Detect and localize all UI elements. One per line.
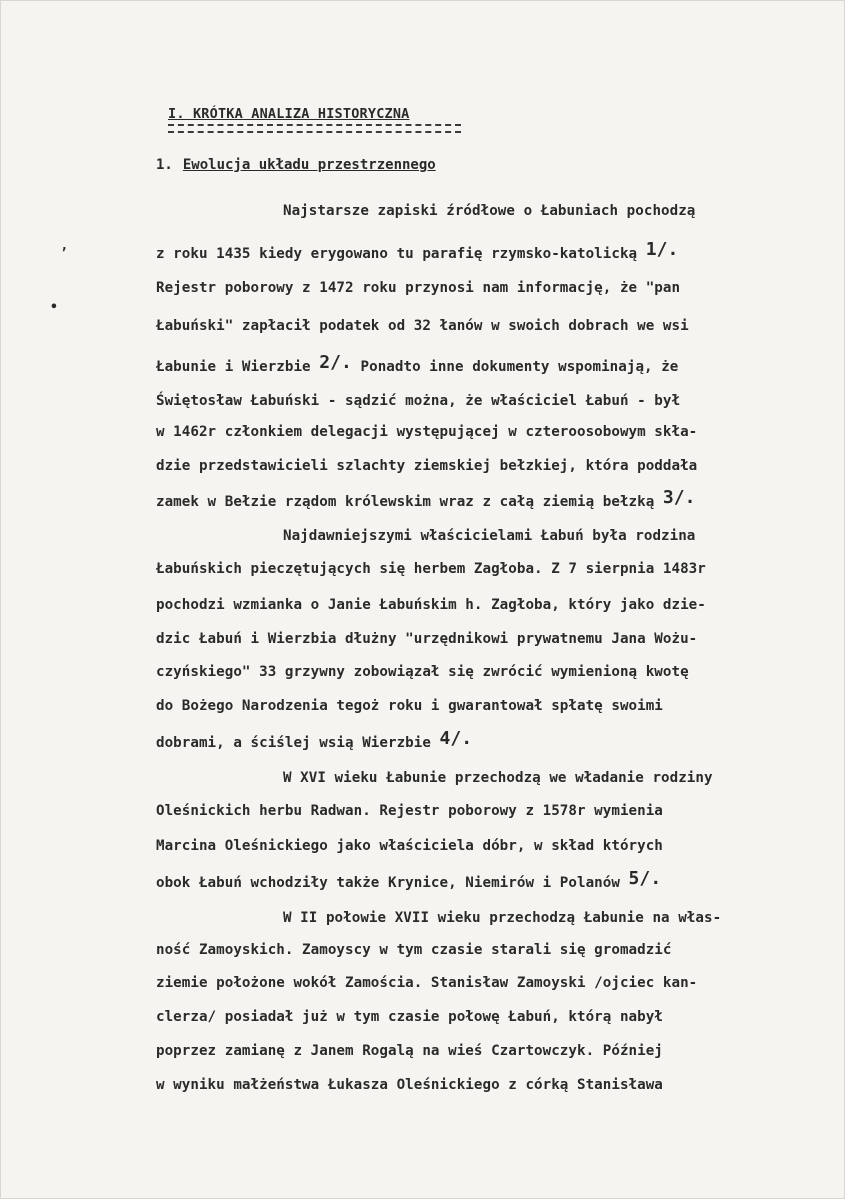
text-line [156,868,662,892]
subsection-title: Ewolucja układu przestrzennego [182,157,436,173]
line-text: w wyniku małżeństwa Łukasza Oleśnickiego z córką Stanisława [156,1077,663,1093]
line-text: dzie przedstawicieli szlachty ziemskiej bełzkiej, która poddała [156,458,698,474]
text-line [156,458,697,474]
text-line [156,975,697,991]
footnote-marker: 2/. [319,352,352,373]
line-text: clerza/ posiadał już w tym czasie połowę Łabuń, którą nabył [156,1009,663,1025]
text-line [156,597,706,613]
text-line [283,528,695,544]
section-heading: I. KRÓTKA ANALIZA HISTORYCZNA [168,106,410,122]
text-line [283,910,721,926]
text-line [156,280,680,296]
footnote-marker: 5/. [628,868,662,889]
text-line [156,631,697,647]
text-line [283,770,713,786]
line-text: Łabuński" zapłacił podatek od 32 łanów w swoich dobrach we wsi [156,318,689,334]
footnote-marker: 1/. [645,239,679,260]
margin-mark: • [50,300,58,315]
footnote-marker: 4/. [439,728,473,749]
text-line [156,838,663,854]
text-line [156,239,679,263]
text-line [283,203,695,219]
text-line [156,1009,663,1025]
text-line [156,352,679,376]
line-text: do Bożego Narodzenia tegoż roku i gwarantował spłatę swoimi [156,698,663,714]
line-text: Oleśnickich herbu Radwan. Rejestr poborowy z 1578r wymienia [156,803,663,819]
line-text: zamek w Bełzie rządom królewskim wraz z całą ziemią bełzką [156,494,663,510]
text-line [156,803,663,819]
line-text: poprzez zamianę z Janem Rogalą na wieś Czartowczyk. Później [156,1043,663,1059]
text-line [156,1077,663,1093]
line-text: w 1462r członkiem delegacji występującej w czteroosobowym skła- [156,424,698,440]
subsection-number: 1. [156,157,173,173]
text-line [156,561,706,577]
text-line [156,424,697,440]
text-line [156,393,680,409]
subsection-heading [156,157,436,173]
text-line [156,698,663,714]
footnote-marker: 3/. [662,487,696,508]
text-line [156,942,672,958]
text-line [156,487,696,511]
line-text: Marcina Oleśnickiego jako właściciela dóbr, w skład których [156,838,663,854]
line-text: czyńskiego" 33 grzywny zobowiązał się zwrócić wymienioną kwotę [156,664,689,680]
text-line [156,664,689,680]
line-text: dobrami, a ściślej wsią Wierzbie [156,735,440,751]
line-text: W II połowie XVII wieku przechodzą Łabunie na włas- [283,910,722,926]
line-text: Rejestr poborowy z 1472 roku przynosi nam informację, że "pan [156,280,681,296]
line-text: obok Łabuń wchodziły także Krynice, Niemirów i Polanów [156,875,629,891]
line-text-continued: Ponadto inne dokumenty wspominają, że [351,359,679,375]
line-text: Świętosław Łabuński - sądzić można, że właściciel Łabuń - był [156,393,681,409]
text-line [156,1043,663,1059]
heading-double-underline [168,124,461,133]
line-text: ziemie położone wokół Zamościa. Stanisław Zamoyski /ojciec kan- [156,975,698,991]
line-text: Łabunie i Wierzbie [156,359,320,375]
line-text: Najstarsze zapiski źródłowe o Łabuniach pochodzą [283,203,696,219]
line-text: dzic Łabuń i Wierzbia dłużny "urzędnikowi prywatnemu Jana Wożu- [156,631,698,647]
text-line [156,318,689,334]
line-text: W XVI wieku Łabunie przechodzą we władanie rodziny [283,770,713,786]
margin-mark: ’ [60,246,68,261]
line-text: pochodzi wzmianka o Janie Łabuńskim h. Zagłoba, który jako dzie- [156,597,706,613]
line-text: ność Zamoyskich. Zamoyscy w tym czasie starali się gromadzić [156,942,672,958]
line-text: Łabuńskich pieczętujących się herbem Zagłoba. Z 7 sierpnia 1483r [156,561,706,577]
line-text: Najdawniejszymi właścicielami Łabuń była rodzina [283,528,696,544]
line-text: z roku 1435 kiedy erygowano tu parafię rzymsko-katolicką [156,246,646,262]
text-line [156,728,473,752]
